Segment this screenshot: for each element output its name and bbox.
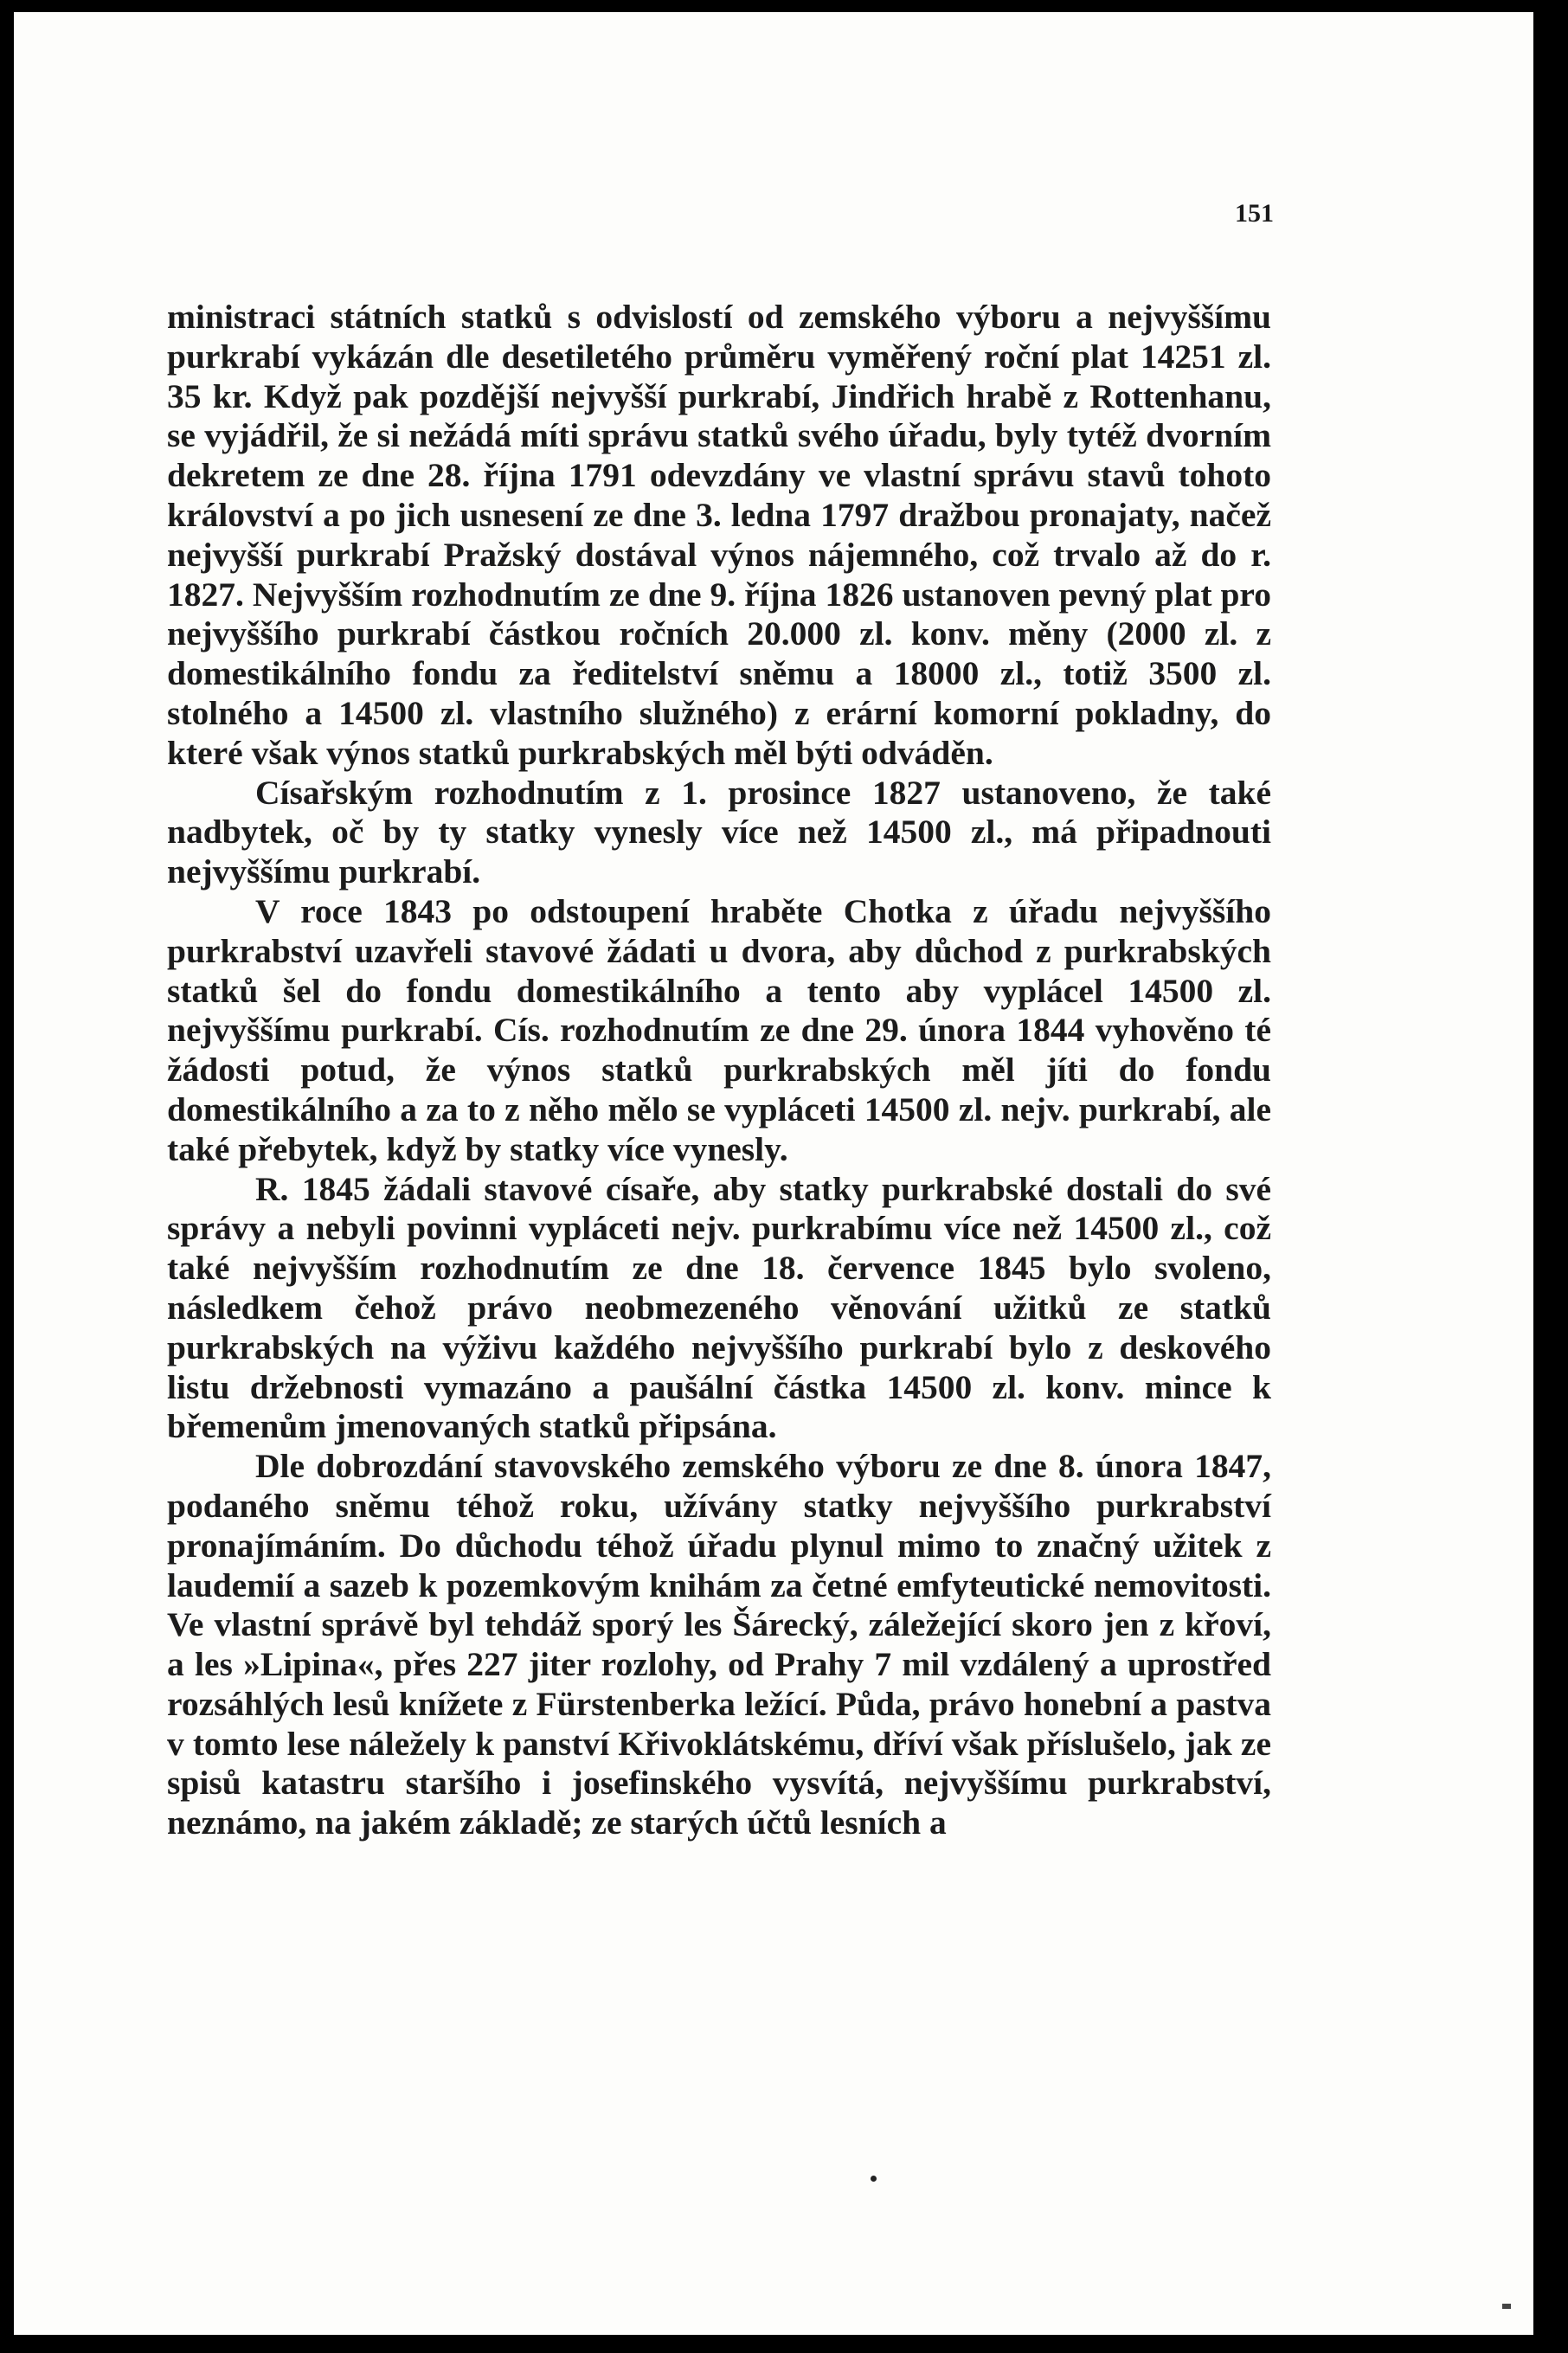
paragraph-3: V roce 1843 po odstoupení hraběte Chotka z úřadu nejvyššího purkrabství uzavřeli stavové žádati u dvora, aby důchod z purkrabských statků šel do fondu domestikálního a tento aby vyplácel 14500 zl. nejvyššímu purkrabí. Cís. rozhodnutím ze dne 29. února 1844 vyhověno té žádosti potud, že výnos statků purkrabských měl jíti do fondu domestikálního a za to z něho mělo se vypláceti 14500 zl. nejv. purkrabí, ale také přebytek, když by statky více vynesly. <box>167 891 1271 1168</box>
page-number: 151 <box>1235 199 1274 228</box>
paragraph-5: Dle dobrozdání stavovského zemského výboru ze dne 8. února 1847, podaného sněmu téhož roku, užívány statky nejvyššího purkrabství pronajímáním. Do důchodu téhož úřadu plynul mimo to značný užitek z laudemií a sazeb k pozemkovým knihám za četné emfyteutické nemovitosti. Ve vlastní správě byl tehdáž sporý les Šárecký, záležející skoro jen z křoví, a les »Lipina«, přes 227 jiter rozlohy, od Prahy 7 mil vzdálený a uprostřed rozsáhlých lesů knížete z Fürstenberka ležící. Půda, právo honební a pastva v tomto lese náležely k panství Křivoklátskému, dříví však příslušelo, jak ze spisů katastru staršího i josefinského vysvítá, nejvyššímu purkrabství, neznámo, na jakém základě; ze starých účtů lesních a <box>167 1447 1271 1842</box>
body-text <box>167 298 1271 1843</box>
corner-mark <box>1502 2304 1511 2309</box>
document-page <box>14 12 1533 2335</box>
paragraph-4: R. 1845 žádali stavové císaře, aby statky purkrabské dostali do své správy a nebyli povinni vypláceti nejv. purkrabímu více než 14500 zl., což také nejvyšším rozhodnutím ze dne 18. července 1845 bylo svoleno, následkem čehož právo neobmezeného věnování užitků ze statků purkrabských na výživu každého nejvyššího purkrabí bylo z deskového listu držebnosti vymazáno a paušální částka 14500 zl. konv. mince k břemenům jmenovaných statků připsána. <box>167 1169 1271 1446</box>
paragraph-1: ministraci státních statků s odvislostí od zemského výboru a nejvyššímu purkrabí vykázán dle desetiletého průměru vyměřený roční plat 14251 zl. 35 kr. Když pak pozdější nejvyšší purkrabí, Jindřich hrabě z Rottenhanu, se vyjádřil, že si nežádá míti správu statků svého úřadu, byly tytéž dvorním dekretem ze dne 28. října 1791 odevzdány ve vlastní správu stavů tohoto království a po jich usnesení ze dne 3. ledna 1797 dražbou pronajaty, načež nejvyšší purkrabí Pražský dostával výnos nájemného, což trvalo až do r. 1827. Nejvyšším rozhodnutím ze dne 9. října 1826 ustanoven pevný plat pro nejvyššího purkrabí částkou ročních 20.000 zl. konv. měny (2000 zl. z domestikálního fondu za ředitelství sněmu a 18000 zl., totiž 3500 zl. stolného a 14500 zl. vlastního služného) z erární komorní pokladny, do které však výnos statků purkrabských měl býti odváděn. <box>167 298 1271 772</box>
scan-edge <box>1533 0 1568 2353</box>
paragraph-2: Císařským rozhodnutím z 1. prosince 1827 ustanoveno, že také nadbytek, oč by ty statky vynesly více než 14500 zl., má připadnouti nejvyššímu purkrabí. <box>167 773 1271 891</box>
print-speck <box>871 2176 877 2182</box>
